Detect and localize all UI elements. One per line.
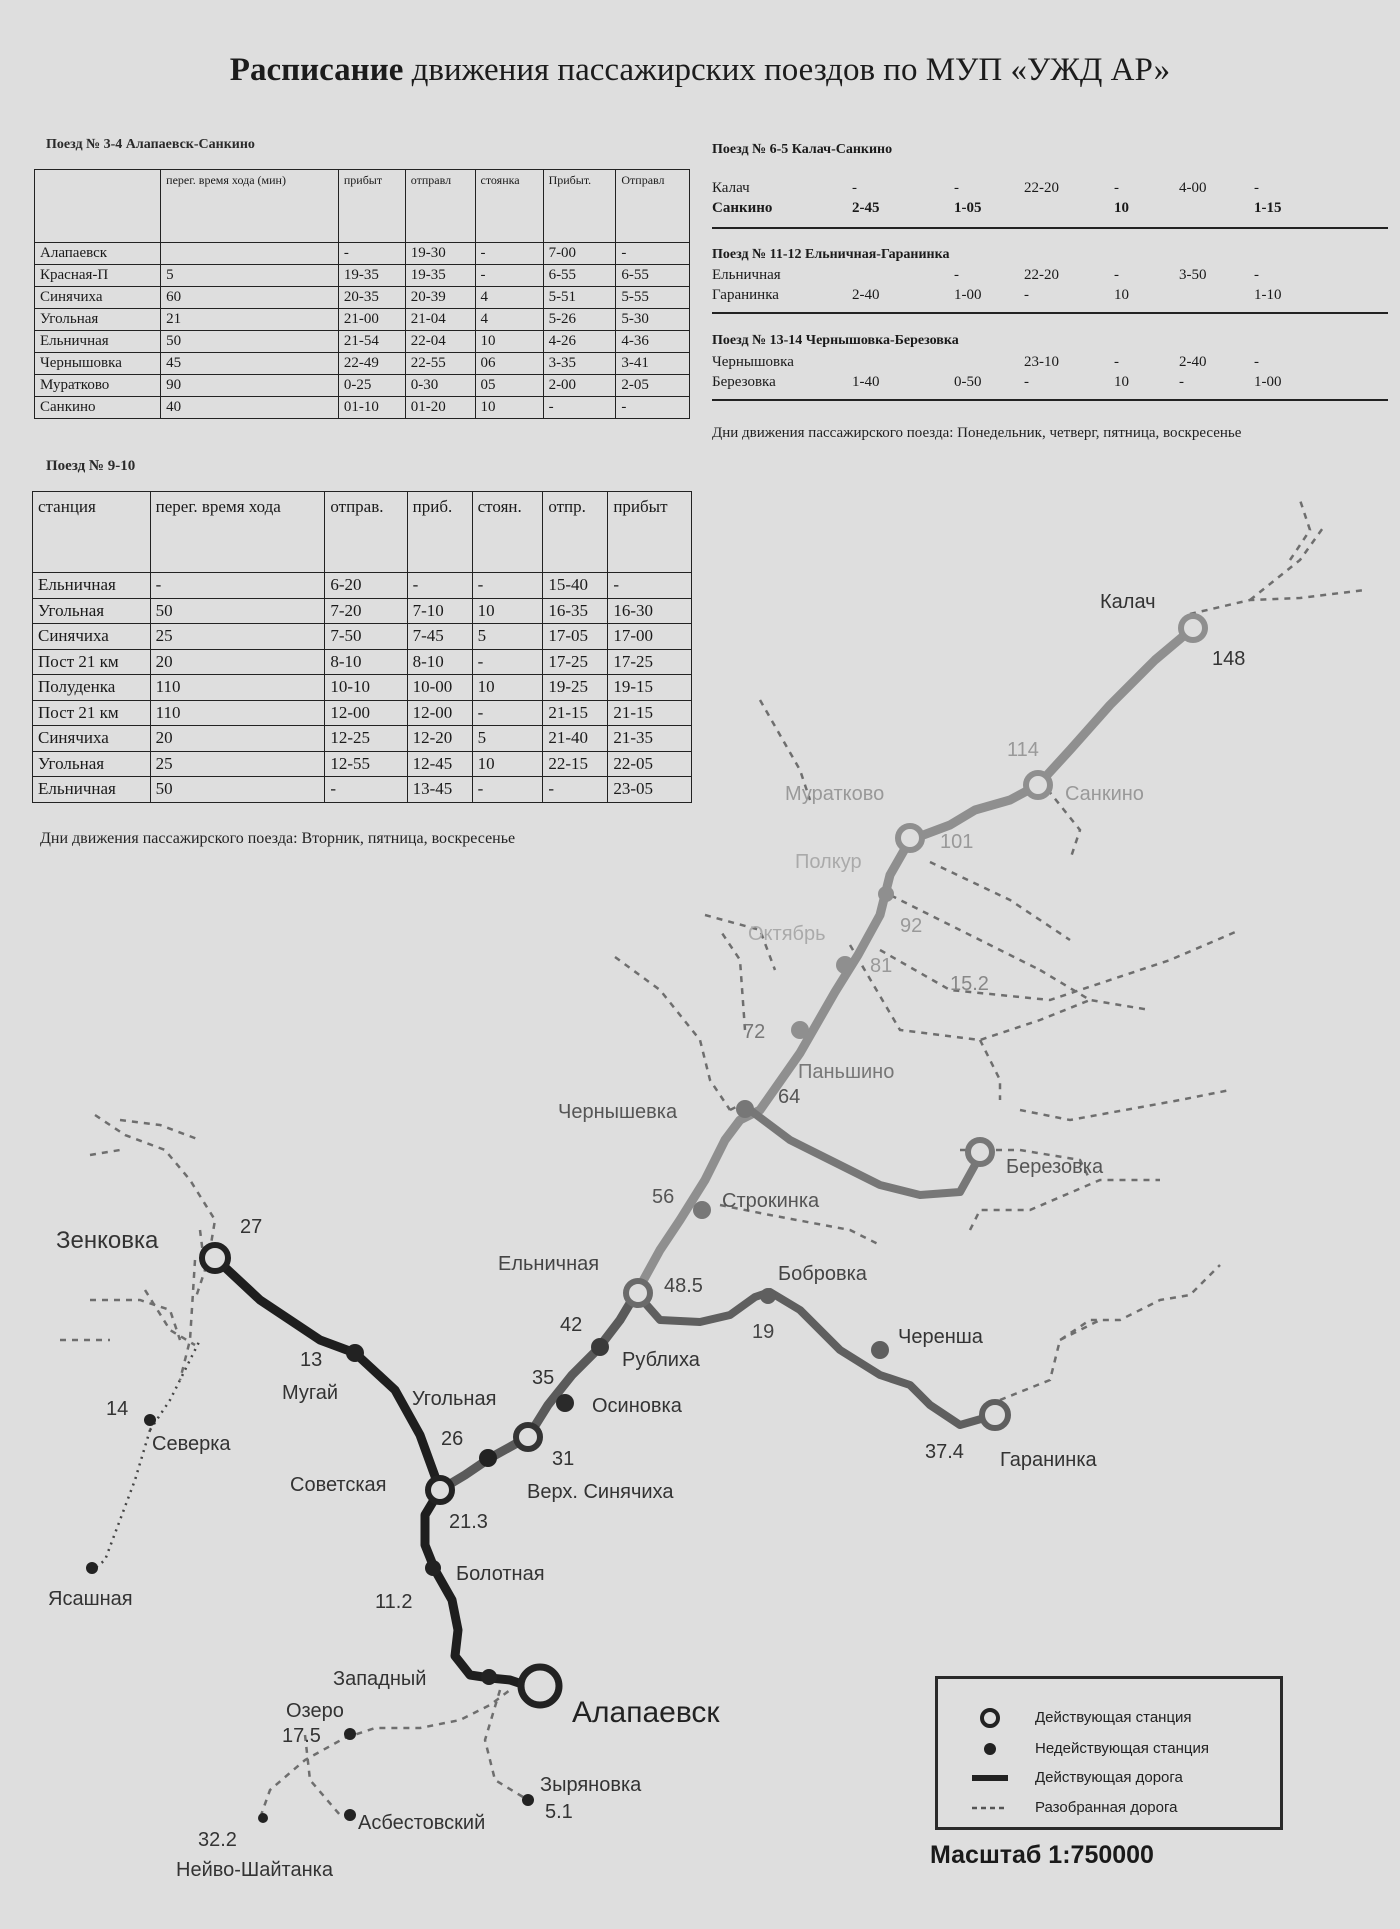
column-header: отпр. <box>543 492 608 573</box>
label-polkur-km: 101 <box>940 831 974 853</box>
table-cell: Красная-П <box>35 265 161 287</box>
schedule-cell: 2-45 <box>852 200 880 216</box>
column-header: Прибыт. <box>543 170 616 243</box>
table-cell: Алапаевск <box>35 243 161 265</box>
table-cell: 40 <box>161 397 339 419</box>
table-cell: 12-00 <box>407 700 472 726</box>
table-cell: 45 <box>161 353 339 375</box>
label-bolotnaya-km: 11.2 <box>375 1591 413 1613</box>
schedule-cell: - <box>852 180 857 196</box>
label-chernyshevka-km: 64 <box>778 1086 801 1108</box>
station-dot-81 <box>836 956 854 974</box>
station-ring-verkh-sinyachikha <box>516 1425 540 1449</box>
table-cell: 7-00 <box>543 243 616 265</box>
schedule-cell: Ельничная <box>712 267 781 283</box>
label-sankino-km: 114 <box>1007 739 1039 761</box>
table-cell: Угольная <box>35 309 161 331</box>
schedule-cell: - <box>954 267 959 283</box>
station-dot-zyryanovka <box>522 1794 534 1806</box>
label-osinovka-km: 35 <box>532 1367 555 1389</box>
schedule-cell: 22-20 <box>1024 267 1059 283</box>
table-cell: 17-25 <box>543 649 608 675</box>
column-header: прибыт <box>338 170 405 243</box>
table-cell: - <box>407 573 472 599</box>
label-severka: Северка <box>152 1433 231 1455</box>
table-cell: 06 <box>475 353 543 375</box>
column-header: станция <box>33 492 151 573</box>
table-cell: 16-30 <box>608 598 692 624</box>
label-panshino-km: 72 <box>743 1021 766 1043</box>
title-rest: движения пассажирских поездов по МУП «УЖД АР» <box>411 52 1171 88</box>
table-cell: 12-25 <box>325 726 407 752</box>
table-cell: 21-15 <box>608 700 692 726</box>
table-cell: Санкино <box>35 397 161 419</box>
table-cell: 21 <box>161 309 339 331</box>
table-cell: 8-10 <box>325 649 407 675</box>
table-cell: - <box>338 243 405 265</box>
station-dot-chernyshevka <box>736 1100 754 1118</box>
label-oktyabr: Октябрь <box>748 923 826 945</box>
table-cell: Ельничная <box>35 331 161 353</box>
schedule-cell: - <box>1254 180 1259 196</box>
table-cell: 16-35 <box>543 598 608 624</box>
label-15-2: 15.2 <box>950 973 989 995</box>
table-cell: 20-35 <box>338 287 405 309</box>
table-cell: 21-15 <box>543 700 608 726</box>
solid-line-icon <box>972 1765 1008 1791</box>
table-cell: 05 <box>475 375 543 397</box>
label-zyryanovka: Зыряновка <box>540 1774 642 1796</box>
table-cell: 19-35 <box>338 265 405 287</box>
schedule-cell: Калач <box>712 180 750 196</box>
table-cell: 10-10 <box>325 675 407 701</box>
schedule-cell: 1-00 <box>1254 374 1282 390</box>
schedule-cell: 0-50 <box>954 374 982 390</box>
table-cell: 25 <box>150 751 325 777</box>
station-ring-zenkovka <box>202 1245 228 1271</box>
label-severka-km: 14 <box>106 1398 129 1420</box>
table-cell: 5-55 <box>616 287 690 309</box>
table-cell: 50 <box>150 598 325 624</box>
table-cell: 22-49 <box>338 353 405 375</box>
schedule-cell: 10 <box>1114 287 1129 303</box>
schedule-cell: - <box>1254 267 1259 283</box>
table-cell: 23-05 <box>608 777 692 803</box>
schedule-cell: - <box>1114 267 1119 283</box>
table-cell: 19-15 <box>608 675 692 701</box>
label-panshino: Паньшино <box>798 1061 895 1083</box>
label-bobrovka: Бобровка <box>778 1263 867 1285</box>
legend-item-active-station <box>938 1705 1280 1731</box>
table-cell: 90 <box>161 375 339 397</box>
legend-label: Действующая станция <box>1035 1709 1192 1726</box>
legend-label: Разобранная дорога <box>1035 1799 1178 1816</box>
label-sankino: Санкино <box>1065 783 1144 805</box>
label-zenkovka: Зенковка <box>56 1227 159 1254</box>
table-cell: 10 <box>475 331 543 353</box>
table-cell: Пост 21 км <box>33 700 151 726</box>
train-13-14-days: Дни движения пассажирского поезда: Понедельник, четверг, пятница, воскресенье <box>712 425 1242 441</box>
train-6-5-title: Поезд № 6-5 Калач-Санкино <box>712 142 893 157</box>
table-cell: 20 <box>150 649 325 675</box>
table-cell: - <box>475 265 543 287</box>
table-cell: - <box>150 573 325 599</box>
label-asbestovsky: Асбестовский <box>358 1812 486 1834</box>
table-cell: 5 <box>472 624 543 650</box>
table-cell: 110 <box>150 675 325 701</box>
table-cell: Угольная <box>33 598 151 624</box>
table-cell: - <box>472 649 543 675</box>
label-zenkovka-km: 27 <box>240 1216 263 1238</box>
label-zyryanovka-km: 5.1 <box>545 1801 573 1823</box>
table-cell: 12-00 <box>325 700 407 726</box>
table-cell: 6-55 <box>616 265 690 287</box>
station-ring-berezovka <box>968 1140 992 1164</box>
table-cell: - <box>475 243 543 265</box>
schedule-cell: Березовка <box>712 374 776 390</box>
table-cell: 50 <box>161 331 339 353</box>
schedule-cell: - <box>1024 287 1029 303</box>
table-cell: - <box>543 397 616 419</box>
table-cell: 8-10 <box>407 649 472 675</box>
schedule-cell: Гаранинка <box>712 287 779 303</box>
table-cell: - <box>543 777 608 803</box>
table-cell: 10 <box>472 675 543 701</box>
column-header: стоянка <box>475 170 543 243</box>
schedule-cell: 10 <box>1114 200 1129 216</box>
schedule-cell: 1-05 <box>954 200 982 216</box>
legend-label: Действующая дорога <box>1035 1769 1183 1786</box>
train-9-10-days: Дни движения пассажирского поезда: Вторник, пятница, воскресенье <box>40 830 516 847</box>
table-cell: Синячиха <box>33 726 151 752</box>
table-cell: 10-00 <box>407 675 472 701</box>
station-dot-mugay <box>346 1344 364 1362</box>
inactive-stations <box>86 886 894 1823</box>
station-dot-chernsha <box>871 1341 889 1359</box>
table-cell: 12-45 <box>407 751 472 777</box>
table-cell: 20 <box>150 726 325 752</box>
table-cell: 19-35 <box>405 265 475 287</box>
schedule-cell: - <box>954 180 959 196</box>
table-cell: 17-25 <box>608 649 692 675</box>
label-muratkovo: Муратково <box>785 783 885 805</box>
table-cell: - <box>472 573 543 599</box>
station-dot-strokinka <box>693 1201 711 1219</box>
table-cell: Синячиха <box>33 624 151 650</box>
label-mugay-km: 13 <box>300 1349 323 1371</box>
table-cell: - <box>616 243 690 265</box>
legend-label: Недействующая станция <box>1035 1740 1209 1757</box>
title-bold: Расписание <box>229 52 404 88</box>
open-circle-icon <box>972 1705 1008 1731</box>
train-3-4-title: Поезд № 3-4 Алапаевск-Санкино <box>46 137 255 152</box>
table-cell: 22-55 <box>405 353 475 375</box>
table-cell: Угольная <box>33 751 151 777</box>
column-header: приб. <box>407 492 472 573</box>
table-cell: 50 <box>150 777 325 803</box>
schedule-cell: - <box>1254 354 1259 370</box>
table-cell: 4 <box>475 309 543 331</box>
table-cell: 7-50 <box>325 624 407 650</box>
schedule-cell: - <box>1179 374 1184 390</box>
label-chernsha: Черенша <box>898 1326 983 1348</box>
label-81: 81 <box>870 955 893 977</box>
station-ring-polkur <box>898 826 922 850</box>
label-elnichnaya-km: 48.5 <box>664 1275 703 1297</box>
label-rublikha-km: 42 <box>560 1314 583 1336</box>
station-dot-oktyabr <box>878 886 894 902</box>
label-neyvo-km: 32.2 <box>198 1829 237 1851</box>
label-berezovka: Березовка <box>1006 1156 1104 1178</box>
table-cell: 22-04 <box>405 331 475 353</box>
station-ring-elnichnaya <box>626 1281 650 1305</box>
label-osinovka: Осиновка <box>592 1395 682 1417</box>
table-cell: 60 <box>161 287 339 309</box>
label-mugay: Мугай <box>282 1382 339 1404</box>
table-cell: 17-05 <box>543 624 608 650</box>
table-cell: 12-20 <box>407 726 472 752</box>
table-cell: 3-41 <box>616 353 690 375</box>
label-verkh-sinyachikha-km: 31 <box>552 1448 575 1470</box>
schedule-cell: 22-20 <box>1024 180 1059 196</box>
train-11-12-title: Поезд № 11-12 Ельничная-Гаранинка <box>712 247 950 262</box>
station-dot-osinovka <box>556 1394 574 1412</box>
label-chernyshevka: Чернышевка <box>558 1101 678 1123</box>
table-cell: 5-51 <box>543 287 616 309</box>
legend-item-dismantled-road <box>938 1795 1280 1821</box>
label-kalach: Калач <box>1100 591 1156 613</box>
table-cell: 4-36 <box>616 331 690 353</box>
schedule-cell: 1-40 <box>852 374 880 390</box>
station-dot-ugolnaya <box>479 1449 497 1467</box>
schedule-cell: Санкино <box>712 200 773 216</box>
filled-dot-icon <box>972 1736 1008 1762</box>
schedule-cell: 2-40 <box>1179 354 1207 370</box>
table-cell: 12-55 <box>325 751 407 777</box>
station-dot-asbestovsky <box>344 1809 356 1821</box>
map-scale: Масштаб 1:750000 <box>930 1841 1154 1869</box>
schedule-cell: Чернышовка <box>712 354 794 370</box>
station-ring-alapaevsk <box>521 1667 559 1705</box>
legend-item-inactive-station <box>938 1736 1280 1762</box>
table-cell: 21-00 <box>338 309 405 331</box>
table-cell: Ельничная <box>33 573 151 599</box>
label-sovetskaya: Советская <box>290 1474 387 1496</box>
table-cell: 21-04 <box>405 309 475 331</box>
label-bobrovka-km: 19 <box>752 1321 775 1343</box>
table-cell: 21-40 <box>543 726 608 752</box>
column-header: Отправл <box>616 170 690 243</box>
column-header: отправ. <box>325 492 407 573</box>
table-cell: 21-35 <box>608 726 692 752</box>
table-cell: 01-10 <box>338 397 405 419</box>
station-dot-ozero <box>344 1728 356 1740</box>
legend-item-active-road <box>938 1765 1280 1791</box>
label-elnichnaya: Ельничная <box>498 1253 600 1275</box>
table-cell: - <box>472 700 543 726</box>
table-cell: - <box>472 777 543 803</box>
schedule-cell: 4-00 <box>1179 180 1207 196</box>
station-dot-neyvo <box>258 1813 268 1823</box>
table-cell: Ельничная <box>33 777 151 803</box>
table-cell: 6-20 <box>325 573 407 599</box>
table-cell: Муратково <box>35 375 161 397</box>
table-cell: 7-20 <box>325 598 407 624</box>
table-cell: 21-54 <box>338 331 405 353</box>
label-garaninka: Гаранинка <box>1000 1449 1097 1471</box>
column-header: стоян. <box>472 492 543 573</box>
label-verkh-sinyachikha: Верх. Синячиха <box>527 1481 674 1503</box>
label-yasashnaya: Ясашная <box>48 1588 133 1610</box>
label-rublikha: Рублиха <box>622 1349 700 1371</box>
label-bolotnaya: Болотная <box>456 1563 545 1585</box>
station-dot-rublikha <box>591 1338 609 1356</box>
label-ozero-km: 17.5 <box>282 1725 321 1747</box>
table-cell: - <box>616 397 690 419</box>
dashed-line-icon <box>972 1795 1008 1821</box>
table-cell: 6-55 <box>543 265 616 287</box>
table-cell: 0-30 <box>405 375 475 397</box>
label-garaninka-km: 37.4 <box>925 1441 964 1463</box>
train-13-14-title: Поезд № 13-14 Чернышовка-Березовка <box>712 333 959 348</box>
table-cell: 15-40 <box>543 573 608 599</box>
station-dot-yasashnaya <box>86 1562 98 1574</box>
schedule-cell: 1-00 <box>954 287 982 303</box>
table-cell: 25 <box>150 624 325 650</box>
table-cell: 4-26 <box>543 331 616 353</box>
label-alapaevsk: Алапаевск <box>572 1696 720 1729</box>
table-cell: - <box>325 777 407 803</box>
schedule-cell: 23-10 <box>1024 354 1059 370</box>
station-dot-bolotnaya <box>425 1560 441 1576</box>
column-header: отправл <box>405 170 475 243</box>
column-header: перег. время хода <box>150 492 325 573</box>
schedule-cell: 1-10 <box>1254 287 1282 303</box>
station-ring-sankino <box>1026 773 1050 797</box>
table-cell: 13-45 <box>407 777 472 803</box>
table-cell: 10 <box>475 397 543 419</box>
table-cell: Чернышовка <box>35 353 161 375</box>
label-ugolnaya-km: 26 <box>441 1428 464 1450</box>
map-legend <box>935 1676 1283 1830</box>
label-oktyabr-km: 92 <box>900 915 923 937</box>
table-cell: 5-30 <box>616 309 690 331</box>
station-dot-bobrovka <box>760 1288 776 1304</box>
label-ozero: Озеро <box>286 1700 344 1722</box>
schedule-cell: - <box>1114 180 1119 196</box>
table-cell: 22-15 <box>543 751 608 777</box>
table-cell: 2-05 <box>616 375 690 397</box>
label-sovetskaya-km: 21.3 <box>449 1511 488 1533</box>
label-ugolnaya: Угольная <box>412 1388 497 1410</box>
station-ring-sovetskaya <box>428 1478 452 1502</box>
table-cell: 17-00 <box>608 624 692 650</box>
station-ring-kalach <box>1181 616 1205 640</box>
table-cell: 20-39 <box>405 287 475 309</box>
table-cell: 22-05 <box>608 751 692 777</box>
label-kalach-km: 148 <box>1212 648 1246 670</box>
train-9-10-title: Поезд № 9-10 <box>46 458 136 474</box>
label-strokinka: Строкинка <box>722 1190 820 1212</box>
column-header: перег. время хода (мин) <box>161 170 339 243</box>
schedule-cell: - <box>1114 354 1119 370</box>
table-cell: 5-26 <box>543 309 616 331</box>
label-polkur: Полкур <box>795 851 862 873</box>
table-cell: 19-25 <box>543 675 608 701</box>
station-ring-garaninka <box>982 1402 1008 1428</box>
schedule-cell: 10 <box>1114 374 1129 390</box>
table-cell: Пост 21 км <box>33 649 151 675</box>
label-neyvo: Нейво-Шайтанка <box>176 1859 333 1881</box>
table-cell: Синячиха <box>35 287 161 309</box>
schedule-cell: - <box>1024 374 1029 390</box>
table-cell: Полуденка <box>33 675 151 701</box>
table-cell: 0-25 <box>338 375 405 397</box>
table-cell: 7-10 <box>407 598 472 624</box>
table-cell: 5 <box>472 726 543 752</box>
table-cell: 3-35 <box>543 353 616 375</box>
schedule-cell: 1-15 <box>1254 200 1282 216</box>
table-cell: 110 <box>150 700 325 726</box>
schedule-cell: 3-50 <box>1179 267 1207 283</box>
table-cell: - <box>608 573 692 599</box>
table-cell: 5 <box>161 265 339 287</box>
station-dot-severka <box>144 1414 156 1426</box>
schedule-cell: 2-40 <box>852 287 880 303</box>
table-cell: 7-45 <box>407 624 472 650</box>
station-dot-zapadny <box>481 1669 497 1685</box>
column-header: прибыт <box>608 492 692 573</box>
table-cell: 10 <box>472 598 543 624</box>
table-cell: 4 <box>475 287 543 309</box>
table-cell: 19-30 <box>405 243 475 265</box>
table-cell: 2-00 <box>543 375 616 397</box>
station-dot-panshino <box>791 1021 809 1039</box>
label-strokinka-km: 56 <box>652 1186 675 1208</box>
table-cell: 01-20 <box>405 397 475 419</box>
label-zapadny: Западный <box>333 1668 427 1690</box>
table-cell: 10 <box>472 751 543 777</box>
